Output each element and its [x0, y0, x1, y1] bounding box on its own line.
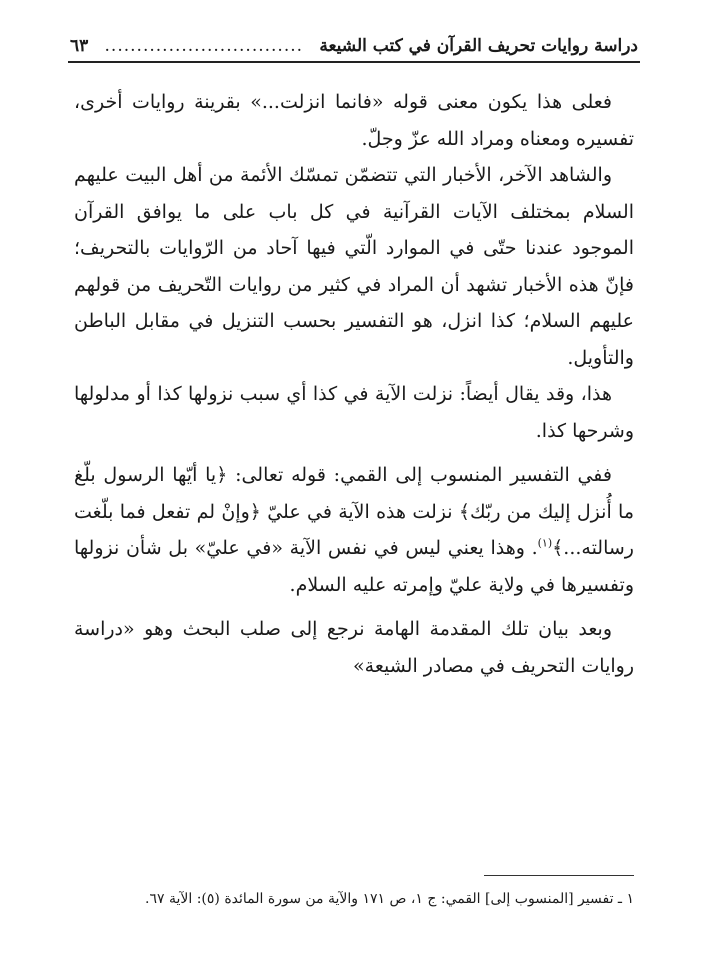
- qummi-text-before: ففي التفسير المنسوب إلى القمي: قوله تعالى: ﴿يا أيّها الرسول بلّغ ما أُنزل إليك من ربّك﴾ نزلت هذه الآية في عليّ ﴿وإنْ لم تفعل فما بلّغت رسالته...﴾: [74, 464, 634, 559]
- footnote: ١ ـ تفسير [المنسوب إلى] القمي: ج ١، ص ١٧١ والآية من سورة المائدة (٥): الآية ٦٧.: [145, 891, 634, 907]
- paragraph-interpretation: فعلى هذا يكون معنى قوله «فانما انزلت...» بقرينة روايات أخرى، تفسيره ومعناه ومراد الله عزّ وجلّ.: [74, 91, 634, 150]
- body-text: [74, 84, 634, 692]
- paragraph-qummi-tafsir: [74, 457, 634, 603]
- paragraph-reason-of-revelation: هذا، وقد يقال أيضاً: نزلت الآية في كذا أي سبب نزولها كذا أو مدلولها وشرحها كذا.: [74, 383, 634, 442]
- footnote-marker[interactable]: (١): [537, 536, 553, 550]
- running-header: [70, 30, 638, 56]
- header-leader-dots: ...............................: [104, 36, 304, 56]
- page-number: ٦٣: [70, 36, 89, 56]
- paragraph-closing: وبعد بيان تلك المقدمة الهامة نرجع إلى صلب البحث وهو «دراسة روايات التحريف في مصادر الشيعة»: [74, 618, 634, 677]
- header-rule: [68, 61, 640, 63]
- header-title: دراسة روايات تحريف القرآن في كتب الشيعة: [319, 36, 638, 56]
- paragraph-second-witness: والشاهد الآخر، الأخبار التي تتضمّن تمسّك الأئمة من أهل البيت عليهم السلام بمختلف الآيات القرآنية في كل باب على ما يوافق القرآن الموجود عندنا حتّى في الموارد الّتي فيها آحاد من الرّوايات بالتحريف؛ فإنّ هذه الأخبار تشهد أن المراد في كثير من روايات التّحريف من قولهم عليهم السلام؛ كذا انزل، هو التفسير بحسب التنزيل في مقابل الباطن والتأويل.: [74, 164, 634, 369]
- qummi-text-after: . وهذا يعني ليس في نفس الآية «في عليّ» بل شأن نزولها وتفسيرها في ولاية عليّ وإمرته عليه السلام.: [74, 537, 634, 596]
- footnote-rule: [484, 875, 634, 876]
